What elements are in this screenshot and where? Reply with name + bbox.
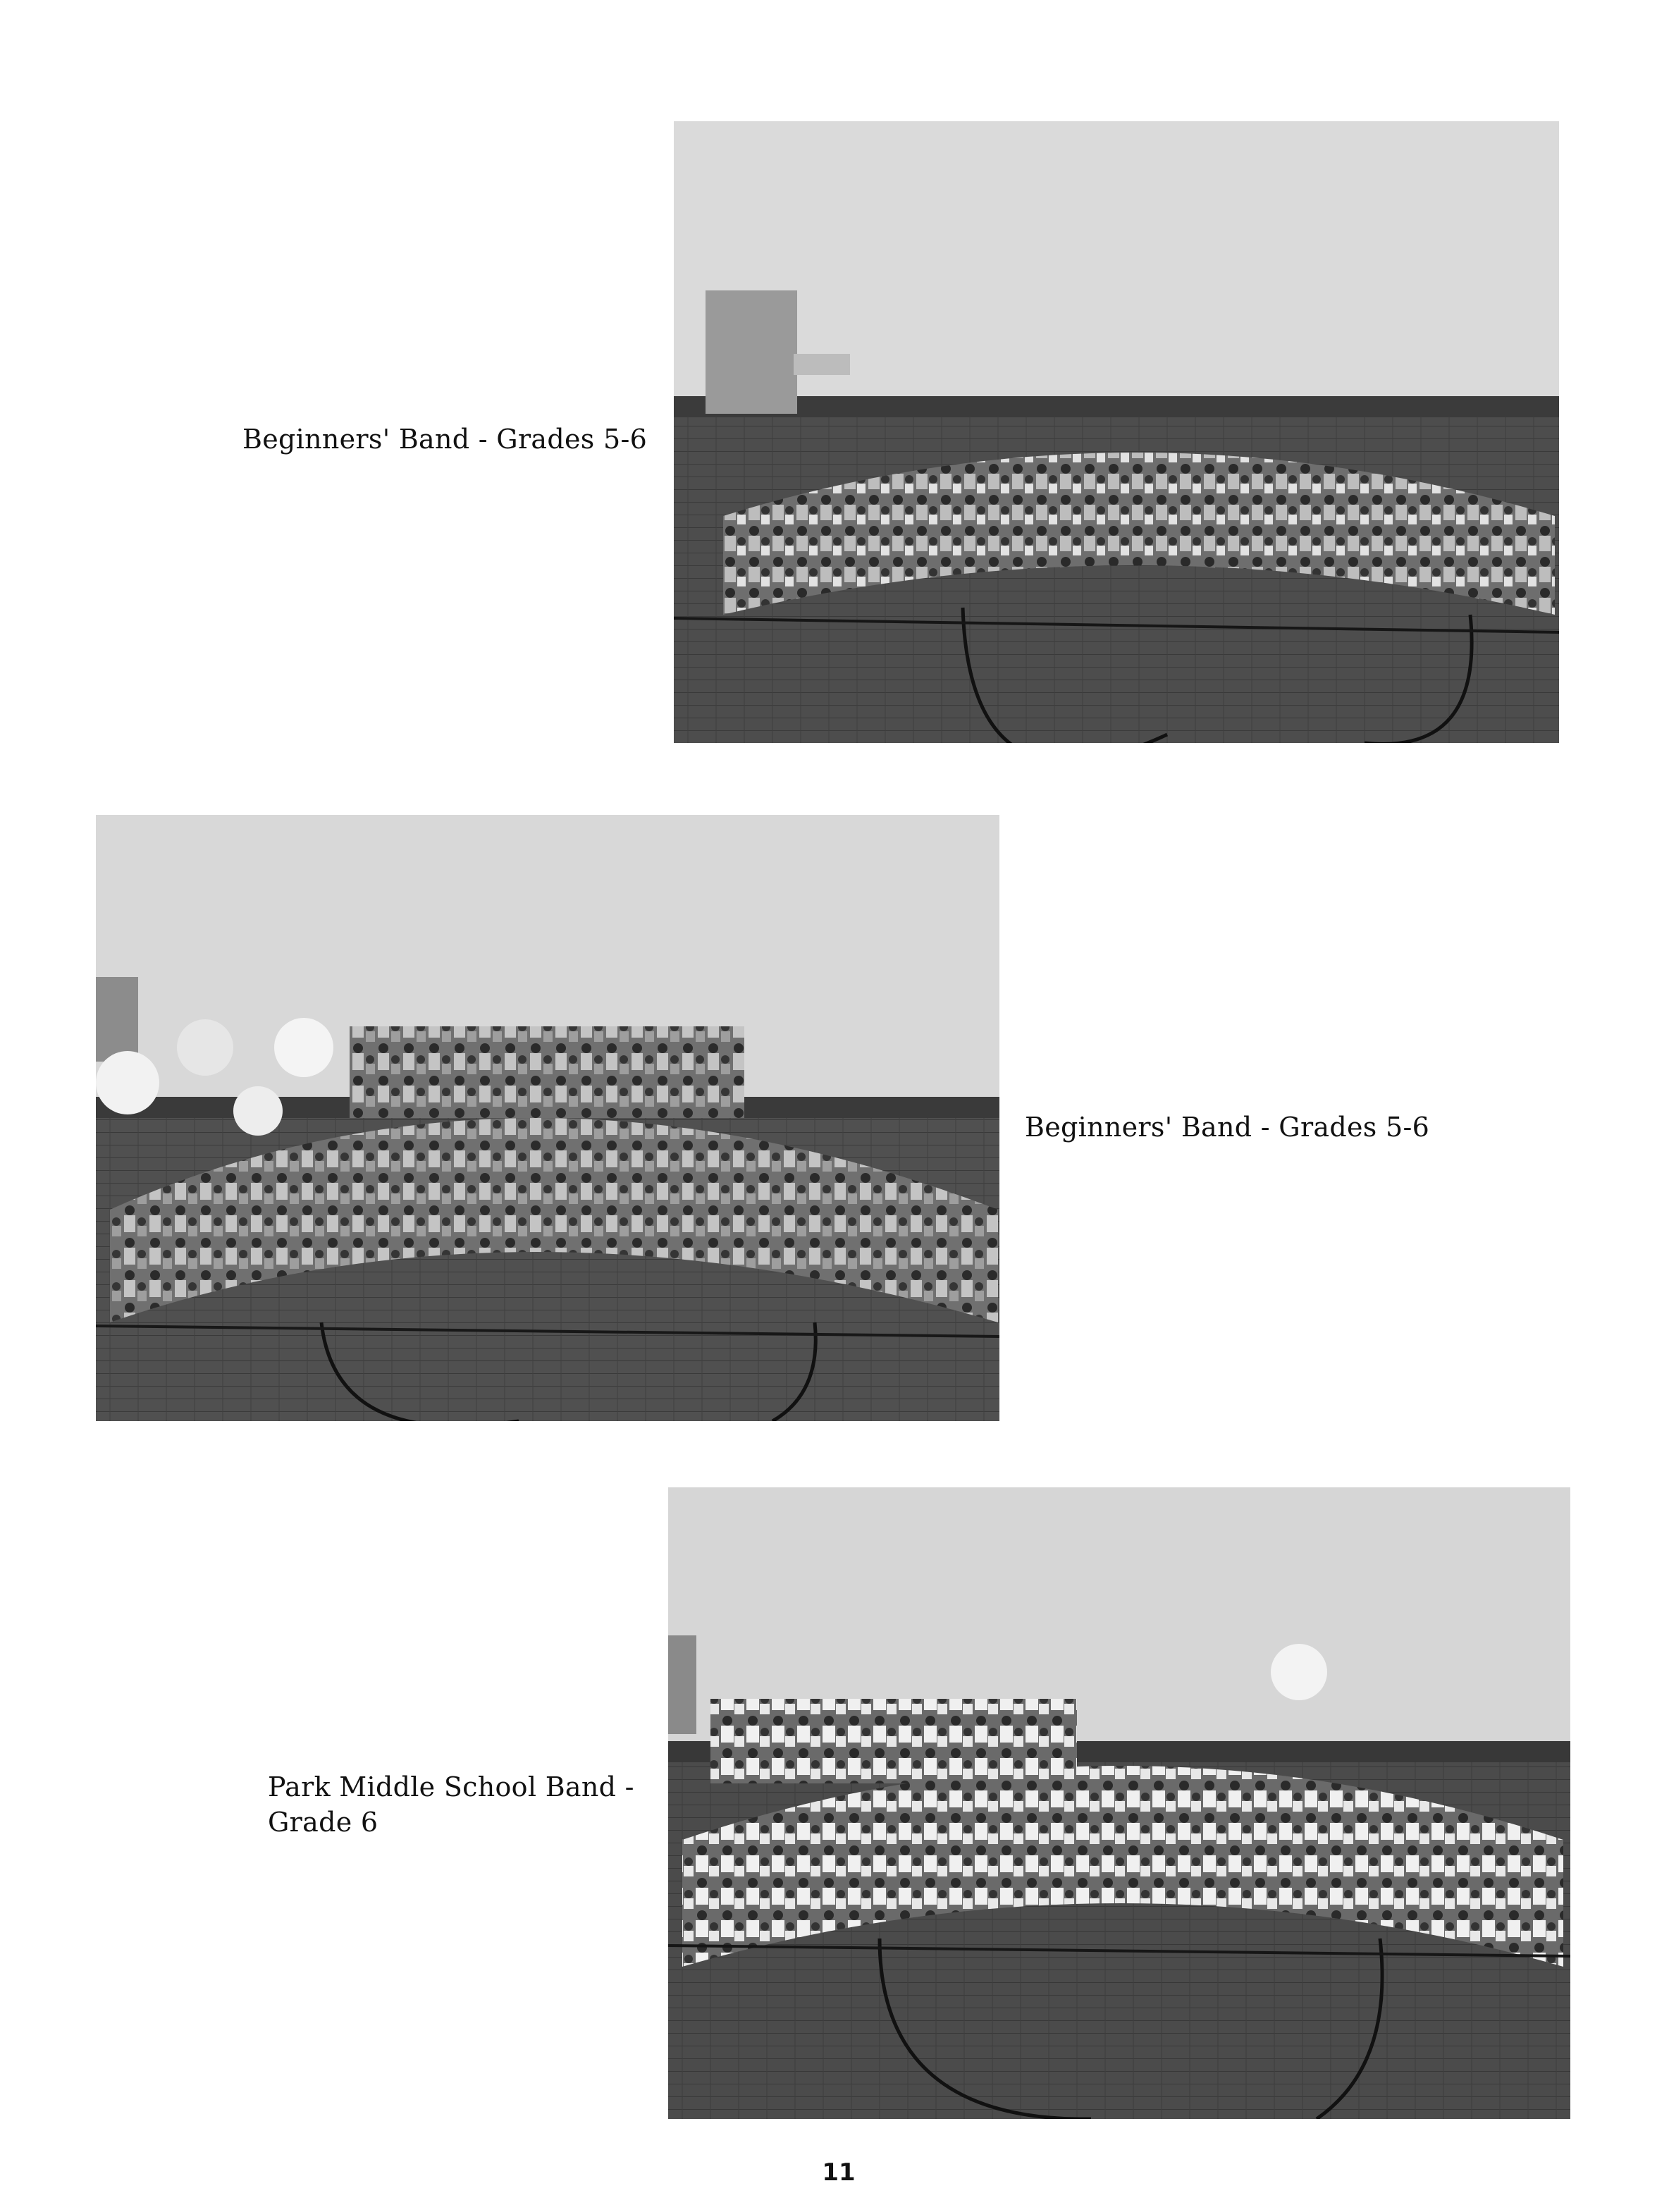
page-number: 11	[822, 2158, 856, 2187]
band-group-photo-1	[674, 121, 1559, 743]
caption-line-2: Grade 6	[268, 1807, 378, 1838]
caption-beginners-band-2: Beginners' Band - Grades 5-6	[1025, 1112, 1430, 1143]
band-group-photo-2	[96, 815, 999, 1421]
caption-park-middle-school-band	[268, 1769, 634, 1840]
caption-beginners-band-1: Beginners' Band - Grades 5-6	[242, 424, 648, 455]
band-group-photo-3	[668, 1487, 1570, 2119]
caption-line-1: Park Middle School Band -	[268, 1771, 634, 1802]
